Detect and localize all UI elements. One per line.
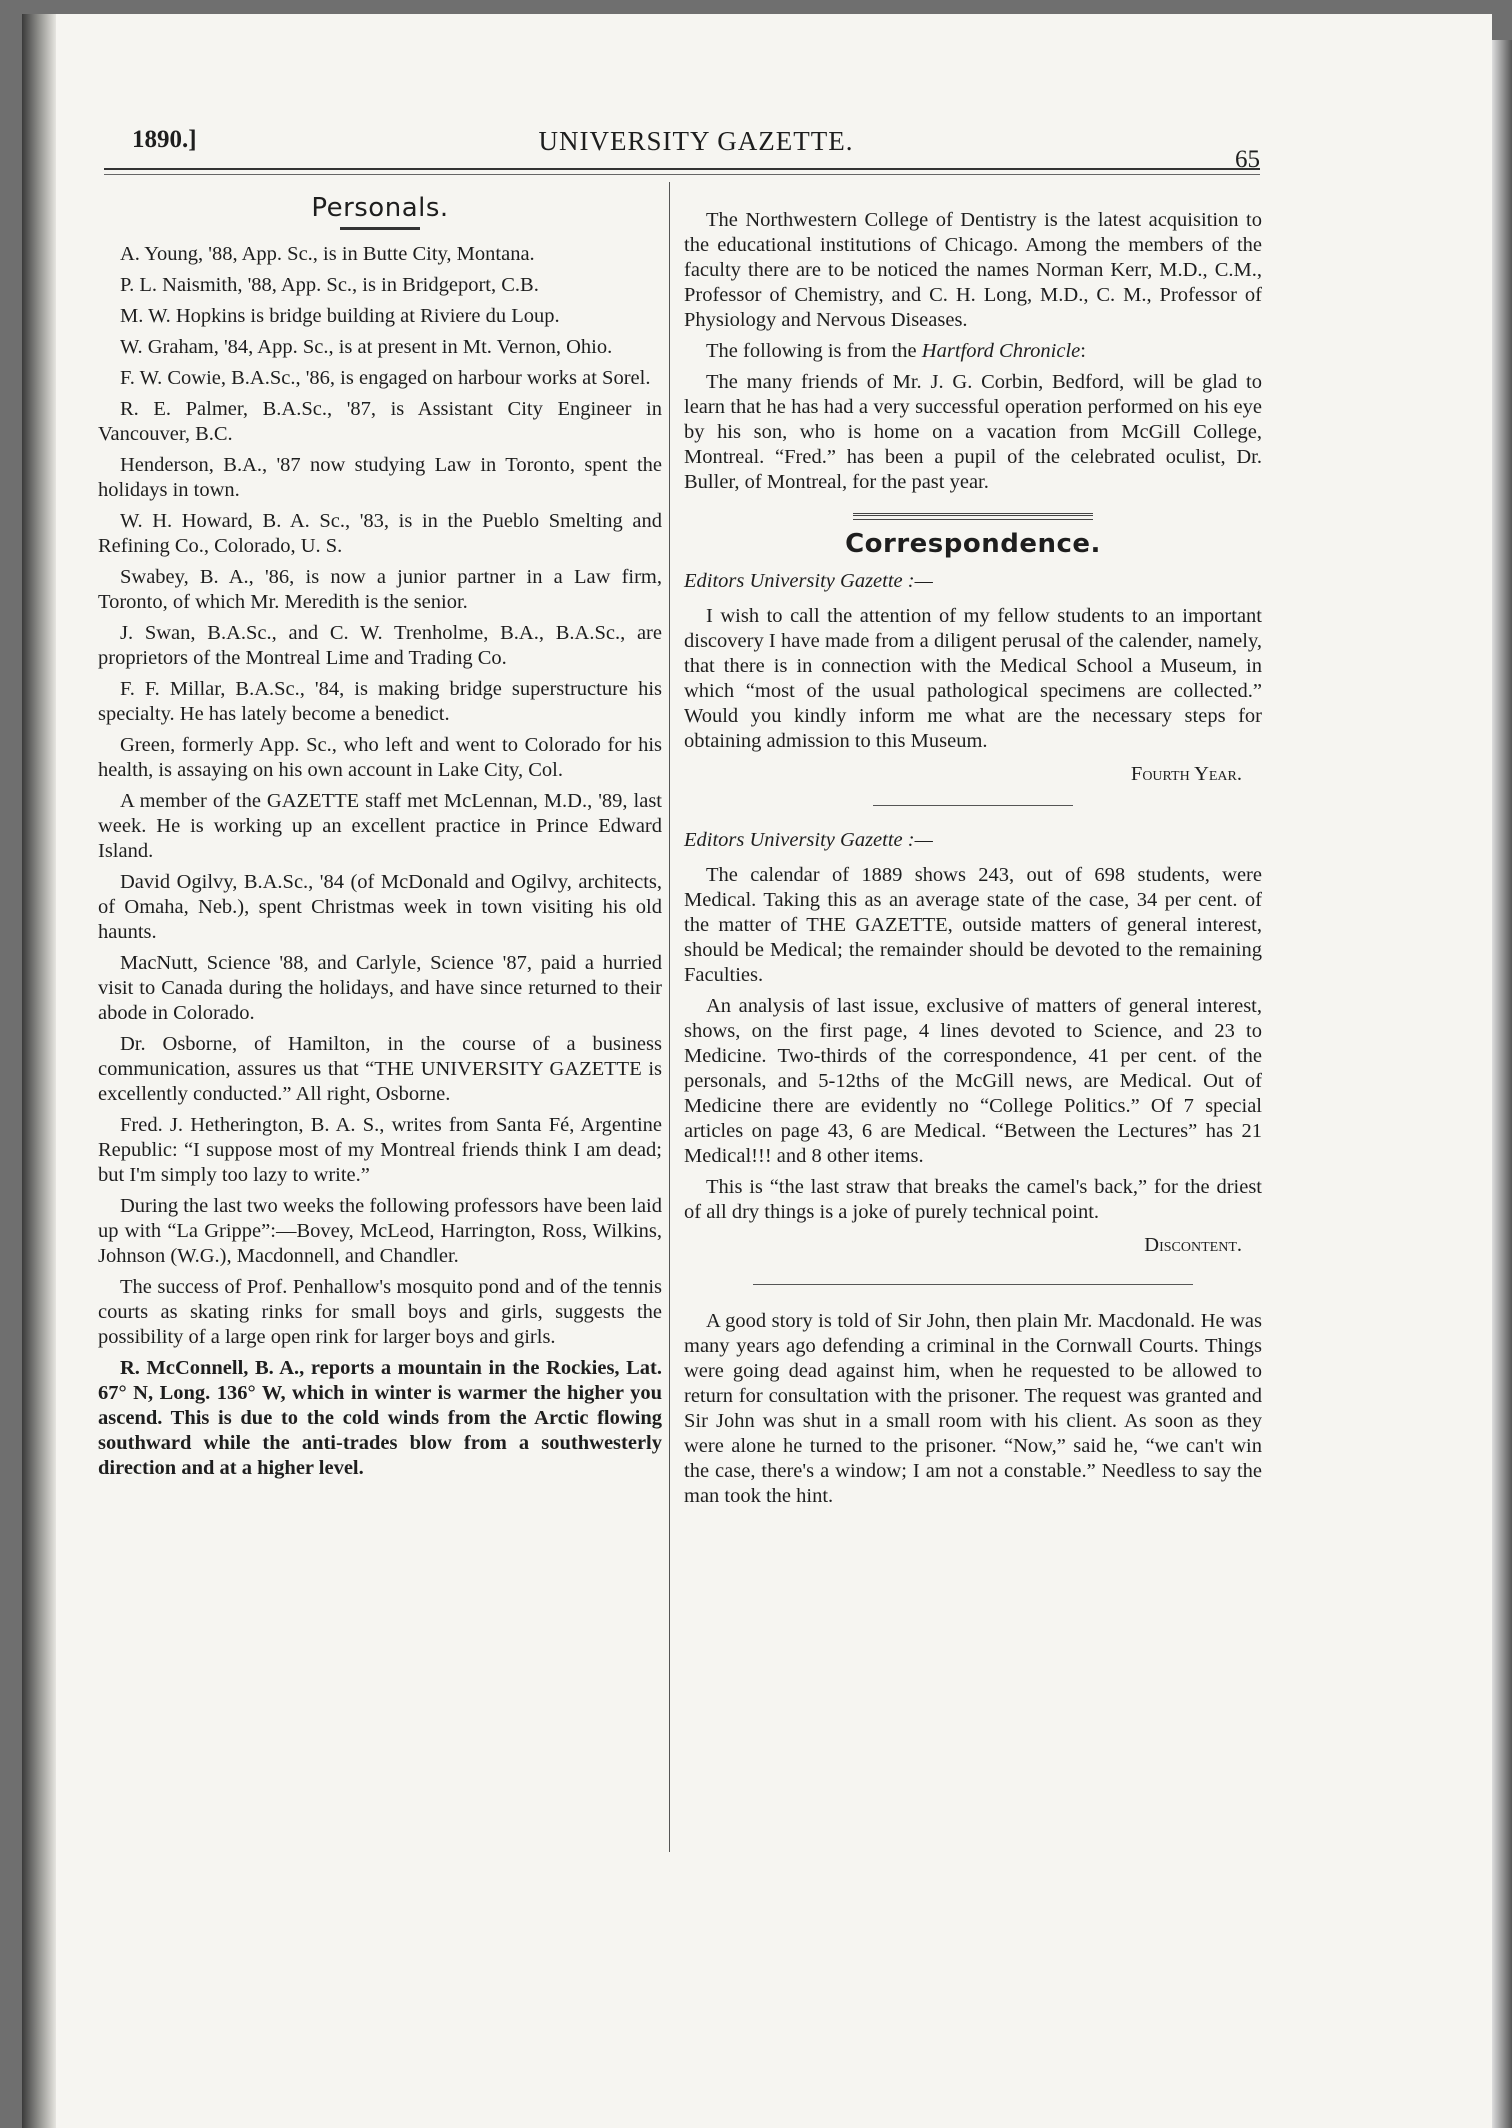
personal-item: Fred. J. Hetherington, B. A. S., writes from Santa Fé, Argentine Republic: “I suppose most of my Montreal friends think I am dead; but I'm simply too lazy to write.” — [98, 1114, 662, 1186]
hartford-quote: The many friends of Mr. J. G. Corbin, Bedford, will be glad to learn that he has had a very successful operation performed on his eye by his son, who is home on a vacation from McGill College, Montreal. “Fred.” has been a pupil of the celebrated oculist, Dr. Buller, of Montreal, for the past year. — [684, 371, 1262, 493]
left-column — [98, 193, 662, 1487]
letter — [684, 828, 1262, 1258]
running-header — [132, 126, 1260, 173]
personal-item: R. E. Palmer, B.A.Sc., '87, is Assistant City Engineer in Vancouver, B.C. — [98, 398, 662, 445]
letter-signature: Discontent. — [1144, 1234, 1242, 1256]
heading-rule — [340, 227, 420, 230]
personal-item: W. Graham, '84, App. Sc., is at present in Mt. Vernon, Ohio. — [120, 336, 613, 358]
letter-separator — [873, 805, 1073, 806]
personal-item: Dr. Osborne, of Hamilton, in the course of a business communication, assures us that “THE UNIVERSITY GAZETTE is excellently conducted.” All right, Osborne. — [98, 1033, 662, 1105]
personal-item: F. W. Cowie, B.A.Sc., '86, is engaged on harbour works at Sorel. — [120, 367, 651, 389]
personal-item: A member of the GAZETTE staff met McLennan, M.D., '89, last week. He is working up an excellent practice in Prince Edward Island. — [98, 790, 662, 862]
letter-salutation: Editors University Gazette :— — [684, 570, 933, 592]
personal-item: P. L. Naismith, '88, App. Sc., is in Bridgeport, C.B. — [120, 274, 539, 296]
section-separator — [753, 1284, 1193, 1285]
personal-item: Swabey, B. A., '86, is now a junior partner in a Law firm, Toronto, of which Mr. Meredith is the senior. — [98, 566, 662, 613]
letter-signature: Fourth Year. — [1130, 763, 1242, 785]
hartford-source: Hartford Chronicle — [921, 340, 1081, 362]
book-spine-shadow — [22, 14, 56, 2128]
header-rule — [104, 168, 1260, 170]
letter-paragraph: The calendar of 1889 shows 243, out of 698 students, were Medical. Taking this as an average state of the case, 34 per cent. of the matter of THE GAZETTE, outside matters of general interest, should be Medical; the remainder should be devoted to the remaining Faculties. — [684, 864, 1262, 986]
personal-item: W. H. Howard, B. A. Sc., '83, is in the Pueblo Smelting and Refining Co., Colorado, U. S. — [98, 510, 662, 557]
letter-salutation: Editors University Gazette :— — [684, 829, 933, 851]
letter-paragraph: An analysis of last issue, exclusive of matters of general interest, shows, on the first page, 4 lines devoted to Science, and 23 to Medicine. Two-thirds of the correspondence, 41 per cent. of the personals, and 5-12ths of the McGill news, are Medical. Out of Medicine there are evidently no “College Politics.” Of 7 special articles on page 43, 6 are Medical. “Between the Lectures” has 21 Medical!!! and 8 other items. — [684, 995, 1262, 1167]
header-rule-thin — [104, 174, 1260, 175]
header-year: 1890.] — [132, 126, 197, 153]
section-rule — [853, 513, 1093, 520]
personals-heading: Personals. — [311, 193, 449, 223]
header-title: UNIVERSITY GAZETTE. — [538, 126, 854, 156]
page-number: 65 — [1235, 146, 1260, 173]
personal-item: The success of Prof. Penhallow's mosquito pond and of the tennis courts as skating rinks for small boys and girls, suggests the possibility of a large open rink for larger boys and girls. — [98, 1276, 662, 1348]
personal-item: A. Young, '88, App. Sc., is in Butte City, Montana. — [120, 243, 535, 265]
personal-item: MacNutt, Science '88, and Carlyle, Science '87, paid a hurried visit to Canada during the holidays, and have since returned to their abode in Colorado. — [98, 952, 662, 1024]
letter-paragraph: This is “the last straw that breaks the camel's back,” for the driest of all dry things is a joke of purely technical point. — [684, 1176, 1262, 1223]
dentistry-paragraph: The Northwestern College of Dentistry is the latest acquisition to the educational institutions of Chicago. Among the members of the faculty there are to be noticed the names Norman Kerr, M.D., C.M., Professor of Chemistry, and C. H. Long, M.D., C. M., Professor of Physiology and Nervous Diseases. — [684, 209, 1262, 331]
page-edge-shadow — [1492, 40, 1512, 2128]
correspondence-heading: Correspondence. — [845, 529, 1101, 559]
personal-item: J. Swan, B.A.Sc., and C. W. Trenholme, B.A., B.A.Sc., are proprietors of the Montreal Lime and Trading Co. — [98, 622, 662, 669]
hartford-intro: The following is from the Hartford Chronicle: — [706, 340, 1086, 362]
column-divider — [669, 182, 670, 1852]
personal-item: Henderson, B.A., '87 now studying Law in Toronto, spent the holidays in town. — [98, 454, 662, 501]
letter — [684, 569, 1262, 787]
right-column — [684, 208, 1262, 1515]
personal-item: During the last two weeks the following professors have been laid up with “La Grippe”:—Bovey, McLeod, Harrington, Ross, Wilkins, Johnson (W.G.), Macdonnell, and Chandler. — [98, 1195, 662, 1267]
personal-item: David Ogilvy, B.A.Sc., '84 (of McDonald and Ogilvy, architects, of Omaha, Neb.), spent Christmas week in town visiting his old haunts. — [98, 871, 662, 943]
personal-item: M. W. Hopkins is bridge building at Riviere du Loup. — [120, 305, 560, 327]
personal-item: R. McConnell, B. A., reports a mountain in the Rockies, Lat. 67° N, Long. 136° W, which in winter is warmer the higher you ascend. This is due to the cold winds from the Arctic flowing southward while the anti-trades blow from a southwesterly direction and at a higher level. — [98, 1357, 662, 1479]
personal-item: F. F. Millar, B.A.Sc., '84, is making bridge superstructure his specialty. He has lately become a benedict. — [98, 678, 662, 725]
letter-paragraph: I wish to call the attention of my fellow students to an important discovery I have made from a diligent perusal of the calender, namely, that there is in connection with the Medical School a Museum, in which “most of the usual pathological specimens are collected.” Would you kindly inform me what are the necessary steps for obtaining admission to this Museum. — [684, 605, 1262, 752]
sir-john-story: A good story is told of Sir John, then plain Mr. Macdonald. He was many years ago defending a criminal in the Cornwall Courts. Things were going dead against him, when he requested to be allowed to return for consultation with the prisoner. The request was granted and Sir John was shut in a small room with his client. As soon as they were alone he turned to the prisoner. “Now,” said he, “we can't win the case, there's a window; I am not a constable.” Needless to say the man took the hint. — [684, 1310, 1262, 1507]
personal-item: Green, formerly App. Sc., who left and went to Colorado for his health, is assaying on his own account in Lake City, Col. — [98, 734, 662, 781]
